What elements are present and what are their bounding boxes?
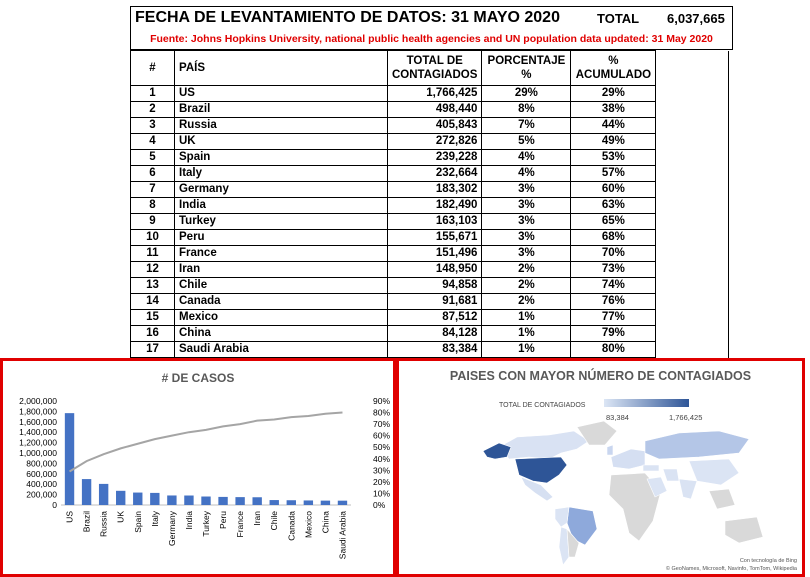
bar-spain bbox=[133, 493, 142, 505]
cell-pais: Russia bbox=[175, 118, 388, 134]
cell-num: 16 bbox=[131, 326, 175, 342]
cell-acc: 60% bbox=[571, 182, 656, 198]
cell-pct: 3% bbox=[482, 214, 571, 230]
map-peru bbox=[555, 507, 569, 527]
map-panel bbox=[396, 358, 805, 577]
cell-pct: 4% bbox=[482, 166, 571, 182]
cell-total: 84,128 bbox=[388, 326, 482, 342]
cell-empty bbox=[656, 134, 729, 150]
total-value: 6,037,665 bbox=[667, 11, 725, 26]
cell-pct: 8% bbox=[482, 102, 571, 118]
col-header-num: # bbox=[131, 51, 175, 86]
col-header-pct-line2: % bbox=[521, 69, 532, 81]
bar-italy bbox=[150, 493, 159, 505]
cell-pais: Saudi Arabia bbox=[175, 342, 388, 358]
bar-brazil bbox=[82, 479, 91, 505]
y2-tick-label: 50% bbox=[373, 442, 391, 453]
cell-empty bbox=[656, 166, 729, 182]
cell-acc: 44% bbox=[571, 118, 656, 134]
cell-total: 148,950 bbox=[388, 262, 482, 278]
cell-num: 1 bbox=[131, 86, 175, 102]
y2-tick-label: 90% bbox=[373, 396, 391, 406]
bar-canada bbox=[287, 500, 296, 505]
cell-pais: Peru bbox=[175, 230, 388, 246]
cell-num: 4 bbox=[131, 134, 175, 150]
bar-uk bbox=[116, 491, 125, 505]
x-tick-label: Germany bbox=[166, 511, 177, 546]
cell-total: 91,681 bbox=[388, 294, 482, 310]
y-tick-label: 1,200,000 bbox=[19, 437, 57, 448]
x-tick-label: US bbox=[64, 511, 75, 523]
cell-pais: Italy bbox=[175, 166, 388, 182]
y-tick-label: 400,000 bbox=[26, 479, 57, 490]
bar-russia bbox=[99, 484, 108, 505]
col-header-acc bbox=[571, 51, 656, 86]
map-europe bbox=[611, 449, 645, 469]
cell-acc: 77% bbox=[571, 310, 656, 326]
bar-us bbox=[65, 413, 74, 505]
y2-tick-label: 20% bbox=[373, 476, 391, 487]
y-tick-label: 800,000 bbox=[26, 458, 57, 469]
y2-tick-label: 60% bbox=[373, 430, 391, 441]
x-tick-label: China bbox=[320, 511, 331, 534]
table-row bbox=[131, 246, 729, 262]
data-sheet bbox=[130, 6, 733, 358]
cell-pct: 3% bbox=[482, 198, 571, 214]
table-row bbox=[131, 214, 729, 230]
cell-pais: Mexico bbox=[175, 310, 388, 326]
bar-saudi-arabia bbox=[338, 501, 347, 505]
cell-pct: 1% bbox=[482, 342, 571, 358]
x-tick-label: Italy bbox=[149, 511, 160, 527]
cell-pct: 4% bbox=[482, 150, 571, 166]
cell-empty bbox=[656, 214, 729, 230]
cell-num: 11 bbox=[131, 246, 175, 262]
cell-acc: 63% bbox=[571, 198, 656, 214]
cell-pais: Turkey bbox=[175, 214, 388, 230]
cell-pct: 2% bbox=[482, 278, 571, 294]
cumulative-line bbox=[70, 413, 343, 472]
cell-pct: 7% bbox=[482, 118, 571, 134]
table-row bbox=[131, 150, 729, 166]
table-row bbox=[131, 342, 729, 358]
map-se-asia bbox=[709, 489, 735, 509]
y-tick-label: 1,000,000 bbox=[19, 448, 57, 458]
cell-num: 13 bbox=[131, 278, 175, 294]
cell-empty bbox=[656, 294, 729, 310]
map-turkey bbox=[643, 465, 659, 471]
x-tick-label: Chile bbox=[269, 511, 280, 531]
y2-tick-label: 40% bbox=[373, 453, 391, 464]
source-note: Fuente: Johns Hopkins University, national public health agencies and UN population data updated: 31 May 2020 bbox=[130, 30, 733, 50]
cell-total: 239,228 bbox=[388, 150, 482, 166]
y2-tick-label: 0% bbox=[373, 500, 386, 510]
table-row bbox=[131, 278, 729, 294]
map-credit-bing: Con tecnología de Bing bbox=[739, 558, 797, 564]
cell-acc: 76% bbox=[571, 294, 656, 310]
cell-total: 163,103 bbox=[388, 214, 482, 230]
cell-total: 498,440 bbox=[388, 102, 482, 118]
bar-peru bbox=[218, 497, 227, 505]
col-empty bbox=[656, 51, 729, 86]
col-header-total-line2: CONTAGIADOS bbox=[392, 69, 478, 81]
cell-acc: 29% bbox=[571, 86, 656, 102]
bar-france bbox=[235, 497, 244, 505]
cell-pais: Germany bbox=[175, 182, 388, 198]
x-tick-label: Russia bbox=[98, 511, 109, 537]
cell-num: 3 bbox=[131, 118, 175, 134]
cell-pais: Spain bbox=[175, 150, 388, 166]
x-tick-label: France bbox=[235, 511, 246, 538]
cell-pais: US bbox=[175, 86, 388, 102]
cases-chart-panel bbox=[0, 358, 396, 577]
cell-total: 183,302 bbox=[388, 182, 482, 198]
y-tick-label: 0 bbox=[52, 500, 57, 510]
table-row bbox=[131, 294, 729, 310]
cell-pct: 3% bbox=[482, 182, 571, 198]
x-tick-label: Mexico bbox=[303, 511, 314, 538]
cell-num: 5 bbox=[131, 150, 175, 166]
table-header-row bbox=[131, 51, 729, 86]
cell-pct: 3% bbox=[482, 230, 571, 246]
cell-pais: Brazil bbox=[175, 102, 388, 118]
cell-pct: 5% bbox=[482, 134, 571, 150]
table-row bbox=[131, 326, 729, 342]
cell-empty bbox=[656, 182, 729, 198]
cell-acc: 70% bbox=[571, 246, 656, 262]
cell-pais: UK bbox=[175, 134, 388, 150]
cell-empty bbox=[656, 326, 729, 342]
cell-pct: 1% bbox=[482, 310, 571, 326]
table-row bbox=[131, 86, 729, 102]
cell-empty bbox=[656, 102, 729, 118]
cell-num: 15 bbox=[131, 310, 175, 326]
table-row bbox=[131, 310, 729, 326]
col-header-pais: PAÍS bbox=[175, 51, 388, 86]
cell-empty bbox=[656, 278, 729, 294]
bar-chile bbox=[270, 500, 279, 505]
cell-num: 10 bbox=[131, 230, 175, 246]
cell-num: 17 bbox=[131, 342, 175, 358]
cell-acc: 73% bbox=[571, 262, 656, 278]
cell-pais: France bbox=[175, 246, 388, 262]
map-canada bbox=[499, 431, 589, 459]
cell-acc: 79% bbox=[571, 326, 656, 342]
cell-total: 182,490 bbox=[388, 198, 482, 214]
x-tick-label: Canada bbox=[286, 511, 297, 541]
cell-num: 7 bbox=[131, 182, 175, 198]
y-tick-label: 200,000 bbox=[26, 489, 57, 500]
cell-num: 14 bbox=[131, 294, 175, 310]
x-tick-label: Peru bbox=[218, 511, 229, 529]
map-uk bbox=[607, 445, 613, 455]
bar-india bbox=[184, 496, 193, 505]
cell-total: 94,858 bbox=[388, 278, 482, 294]
map-australia bbox=[725, 517, 763, 543]
x-tick-label: Saudi Arabia bbox=[337, 511, 348, 560]
x-tick-label: Spain bbox=[132, 511, 143, 533]
cell-pct: 2% bbox=[482, 294, 571, 310]
cell-total: 83,384 bbox=[388, 342, 482, 358]
cell-empty bbox=[656, 86, 729, 102]
y2-tick-label: 70% bbox=[373, 419, 391, 430]
cell-num: 9 bbox=[131, 214, 175, 230]
y2-tick-label: 10% bbox=[373, 488, 391, 499]
cell-empty bbox=[656, 262, 729, 278]
cell-num: 8 bbox=[131, 198, 175, 214]
cell-acc: 53% bbox=[571, 150, 656, 166]
cell-acc: 38% bbox=[571, 102, 656, 118]
cell-empty bbox=[656, 310, 729, 326]
y-tick-label: 1,600,000 bbox=[19, 416, 57, 427]
map-russia bbox=[645, 431, 749, 459]
x-tick-label: Turkey bbox=[201, 511, 211, 537]
cell-total: 272,826 bbox=[388, 134, 482, 150]
map-legend-title: TOTAL DE CONTAGIADOS bbox=[499, 402, 586, 409]
y-tick-label: 1,400,000 bbox=[19, 427, 57, 438]
map-legend-min: 83,384 bbox=[606, 413, 629, 422]
y2-tick-label: 80% bbox=[373, 407, 391, 418]
table-row bbox=[131, 182, 729, 198]
cell-pais: Chile bbox=[175, 278, 388, 294]
table-row bbox=[131, 134, 729, 150]
bar-iran bbox=[252, 497, 261, 505]
cell-pais: India bbox=[175, 198, 388, 214]
y-tick-label: 1,800,000 bbox=[19, 406, 57, 417]
y2-tick-label: 30% bbox=[373, 465, 391, 476]
cell-total: 87,512 bbox=[388, 310, 482, 326]
col-header-total bbox=[388, 51, 482, 86]
y-tick-label: 600,000 bbox=[26, 468, 57, 479]
cell-acc: 65% bbox=[571, 214, 656, 230]
col-header-pct bbox=[482, 51, 571, 86]
table-row bbox=[131, 166, 729, 182]
world-map bbox=[399, 361, 802, 574]
x-tick-label: Brazil bbox=[81, 511, 92, 533]
table-row bbox=[131, 262, 729, 278]
cell-empty bbox=[656, 118, 729, 134]
cell-pct: 2% bbox=[482, 262, 571, 278]
cases-chart-title: # DE CASOS bbox=[161, 371, 235, 385]
bar-mexico bbox=[304, 500, 313, 505]
cell-pais: China bbox=[175, 326, 388, 342]
cell-empty bbox=[656, 150, 729, 166]
cell-acc: 49% bbox=[571, 134, 656, 150]
map-india bbox=[679, 479, 697, 499]
cell-pais: Canada bbox=[175, 294, 388, 310]
sheet-header bbox=[130, 6, 733, 31]
total-label: TOTAL bbox=[597, 11, 640, 26]
cell-empty bbox=[656, 230, 729, 246]
x-tick-label: Iran bbox=[252, 511, 263, 526]
cell-total: 151,496 bbox=[388, 246, 482, 262]
cases-table bbox=[130, 50, 729, 358]
cell-acc: 80% bbox=[571, 342, 656, 358]
cases-chart bbox=[3, 361, 393, 574]
cell-total: 232,664 bbox=[388, 166, 482, 182]
table-row bbox=[131, 102, 729, 118]
cell-pais: Iran bbox=[175, 262, 388, 278]
bar-turkey bbox=[201, 497, 210, 505]
cell-pct: 1% bbox=[482, 326, 571, 342]
cell-num: 6 bbox=[131, 166, 175, 182]
map-iran bbox=[663, 469, 679, 481]
cell-acc: 68% bbox=[571, 230, 656, 246]
table-row bbox=[131, 118, 729, 134]
cell-total: 405,843 bbox=[388, 118, 482, 134]
cell-empty bbox=[656, 246, 729, 262]
x-tick-label: India bbox=[183, 511, 194, 530]
cell-num: 2 bbox=[131, 102, 175, 118]
col-header-total-line1: TOTAL DE bbox=[406, 55, 463, 67]
table-row bbox=[131, 230, 729, 246]
cell-pct: 29% bbox=[482, 86, 571, 102]
col-header-acc-line1: % bbox=[608, 55, 619, 67]
y-tick-label: 2,000,000 bbox=[19, 396, 57, 406]
col-header-acc-line2: ACUMULADO bbox=[575, 69, 652, 81]
cell-pct: 3% bbox=[482, 246, 571, 262]
map-credit-sources: © GeoNames, Microsoft, Navinfo, TomTom, Wikipedia bbox=[665, 566, 797, 572]
bar-germany bbox=[167, 495, 176, 505]
table-row bbox=[131, 198, 729, 214]
cell-empty bbox=[656, 342, 729, 358]
cell-acc: 57% bbox=[571, 166, 656, 182]
cell-total: 155,671 bbox=[388, 230, 482, 246]
map-alaska bbox=[483, 443, 511, 459]
cell-empty bbox=[656, 198, 729, 214]
x-tick-label: UK bbox=[115, 511, 126, 523]
cell-num: 12 bbox=[131, 262, 175, 278]
bar-china bbox=[321, 501, 330, 505]
col-header-pct-line1: PORCENTAJE bbox=[487, 55, 566, 67]
sheet-title: FECHA DE LEVANTAMIENTO DE DATOS: 31 MAYO 2020 bbox=[135, 9, 560, 26]
map-legend-max: 1,766,425 bbox=[669, 413, 703, 422]
cell-total: 1,766,425 bbox=[388, 86, 482, 102]
cell-acc: 74% bbox=[571, 278, 656, 294]
map-title: PAISES CON MAYOR NÚMERO DE CONTAGIADOS bbox=[449, 369, 752, 383]
map-legend-gradient bbox=[604, 399, 689, 407]
